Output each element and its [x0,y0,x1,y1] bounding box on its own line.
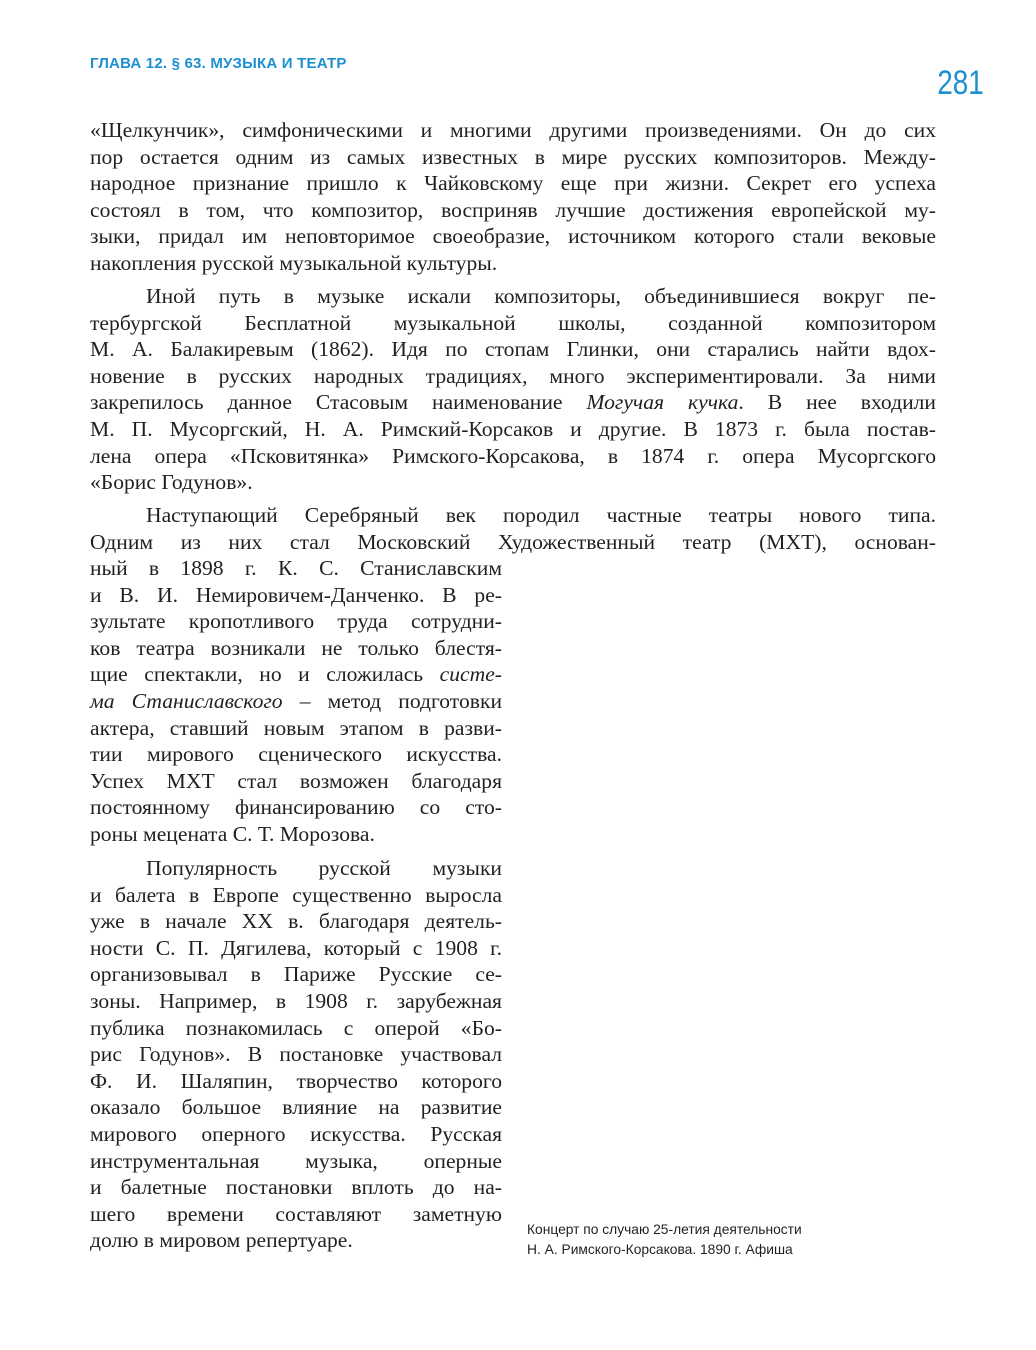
term-sistema-part2: ма Станиславского [90,688,283,713]
text-line: щие спектакли, но и сложилась систе- [90,662,502,687]
paragraph-3-column [90,555,502,848]
chapter-header: ГЛАВА 12. § 63. МУЗЫКА И ТЕАТР [90,55,347,72]
text-line: М. П. Мусоргский, Н. А. Римский-Корсаков и другие. В 1873 г. была постав- [90,416,936,441]
caption-line: Концерт по случаю 25-летия деятельности [527,1222,802,1237]
text-line: зультате кропотливого труда сотрудни- [90,609,502,634]
text-line: мирового оперного искусства. Русская [90,1121,502,1146]
text-line: «Щелкунчик», симфоническими и многими другими произведениями. Он до сих [90,118,936,142]
text-line: закрепилось данное Стасовым наименование Могучая кучка. В нее входили [90,390,936,415]
caption-line: Н. А. Римского-Корсакова. 1890 г. Афиша [527,1242,793,1257]
text-line: Наступающий Серебряный век породил частные театры нового типа. [146,503,936,527]
text-line: шего времени составляют заметную [90,1201,502,1226]
text-line: пор остается одним из самых известных в мире русских композиторов. Между- [90,144,936,169]
text-line: тербургской Бесплатной музыкальной школы, созданной композитором [90,310,936,335]
text-line: публика познакомилась с оперой «Бо- [90,1015,502,1040]
text-line: ков театра возникали не только блестя- [90,635,502,660]
figure-caption [527,1220,947,1260]
text-line: зыки, придал им неповторимое своеобразие, источником которого стали вековые [90,224,936,249]
text-line: состоял в том, что композитор, восприняв лучшие достижения европейской му- [90,197,936,222]
text-line: инструментальная музыка, оперные [90,1148,502,1173]
paragraph-3 [90,502,936,555]
text-line: рис Годунов». В постановке участвовал [90,1042,502,1067]
paragraph-2 [90,283,936,496]
term-moguchaya-kuchka: Могучая кучка [586,390,739,415]
text-line: Популярность русской музыки [146,856,502,880]
text-line: лена опера «Псковитянка» Римского-Корсакова, в 1874 г. опера Мусоргского [90,443,936,468]
text-line: новение в русских народных традициях, много экспериментировали. За ними [90,363,936,388]
text-line: Иной путь в музыке искали композиторы, объединившиеся вокруг пе- [146,284,936,308]
text-line: Успех МХТ стал возможен благодаря [90,768,502,793]
text-line: ма Станиславского – метод подготовки [90,688,502,713]
text-line: и балетные постановки вплоть до на- [90,1175,502,1200]
text-line: роны мецената С. Т. Морозова. [90,821,375,846]
text-line: Ф. И. Шаляпин, творчество которого [90,1068,502,1093]
text-line: постоянному финансированию со сто- [90,795,502,820]
paragraph-1 [90,117,936,277]
text-line: организовывал в Париже Русские се- [90,962,502,987]
term-sistema-part1: систе- [439,662,502,687]
text-line: и В. И. Немировичем-Данченко. В ре- [90,582,502,607]
text-line: Одним из них стал Московский Художественный театр (МХТ), основан- [90,529,936,554]
text-line: оказало большое влияние на развитие [90,1095,502,1120]
text-line: уже в начале XX в. благодаря деятель- [90,909,502,934]
text-line: М. А. Балакиревым (1862). Идя по стопам Глинки, они старались найти вдох- [90,337,936,362]
text-line: зоны. Например, в 1908 г. зарубежная [90,988,502,1013]
text-line: актера, ставший новым этапом в разви- [90,715,502,740]
text-line: ности С. П. Дягилева, который с 1908 г. [90,935,502,960]
text-line: тии мирового сценического искусства. [90,742,502,767]
text-line: «Борис Годунов». [90,470,253,495]
text-line: накопления русской музыкальной культуры. [90,250,498,275]
text-line: и балета в Европе существенно выросла [90,882,502,907]
text-line: народное признание пришло к Чайковскому еще при жизни. Секрет его успеха [90,171,936,196]
paragraph-4 [90,855,502,1254]
text-line: долю в мировом репертуаре. [90,1228,353,1253]
page-number: 281 [937,64,984,102]
text-line: ный в 1898 г. К. С. Станиславским [90,556,502,580]
